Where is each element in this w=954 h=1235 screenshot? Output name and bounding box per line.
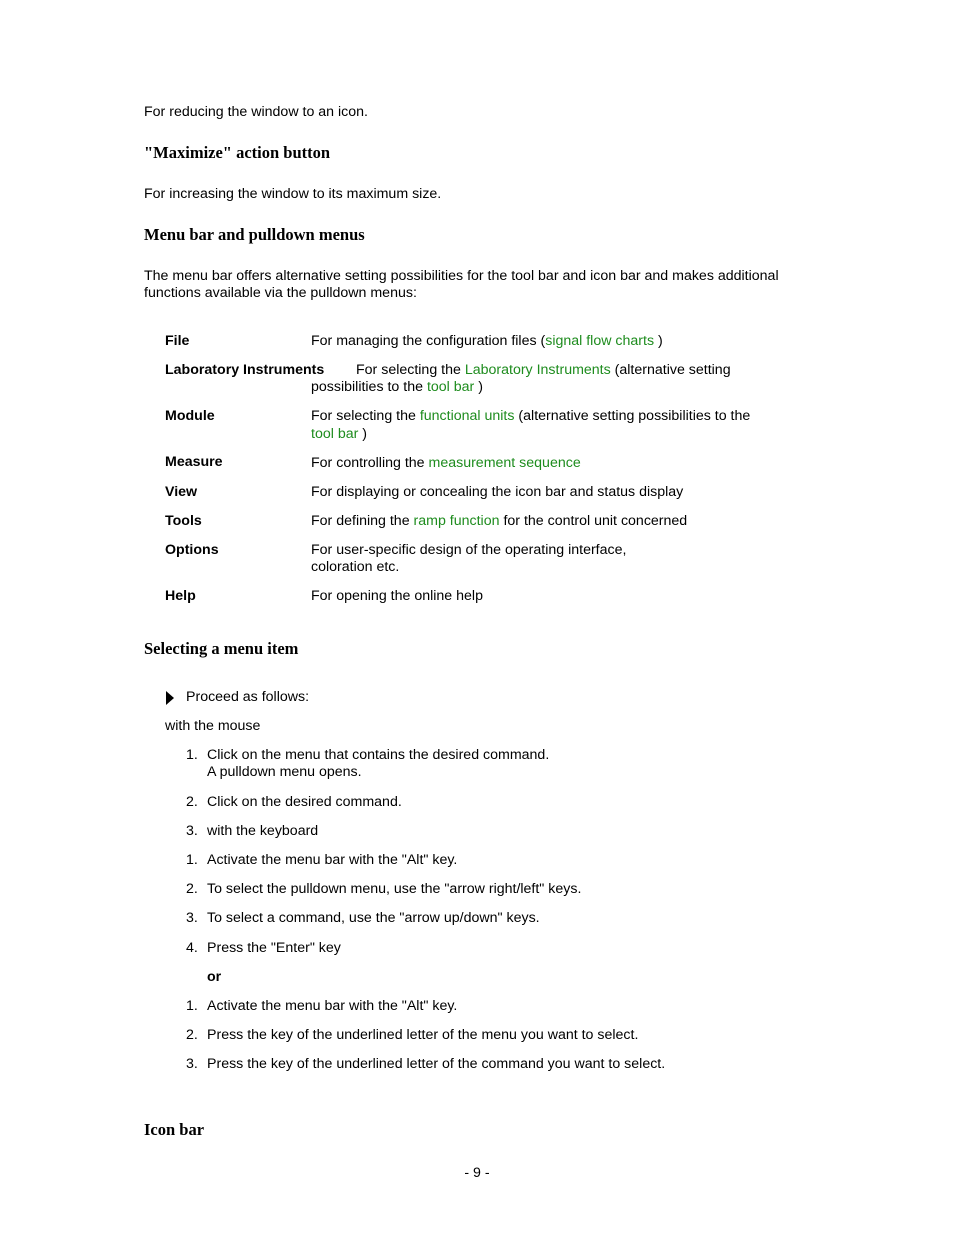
desc-text: For selecting the (311, 408, 420, 424)
desc-tools (311, 513, 687, 530)
link-functional-units[interactable]: functional units (419, 408, 515, 424)
desc-text: ) (358, 426, 367, 442)
term-measure: Measure (165, 454, 223, 470)
term-help: Help (165, 588, 196, 604)
desc-text: ) (654, 333, 663, 349)
page-number: - 9 - (464, 1165, 490, 1181)
menu-bar-paragraph-line-2: functions available via the pulldown menus: (144, 285, 417, 301)
desc-text: For defining the (311, 513, 414, 529)
desc-laboratory-instruments-line-2 (311, 379, 483, 396)
list-item: Click on the menu that contains the desired command. (207, 747, 550, 763)
list-number: 2. (186, 794, 198, 810)
term-file: File (165, 333, 190, 349)
term-module: Module (165, 408, 215, 424)
term-tools: Tools (165, 513, 202, 529)
list-number: 3. (186, 910, 198, 926)
triangle-right-icon (166, 691, 174, 705)
desc-text: for the control unit concerned (499, 513, 688, 529)
list-number: 1. (186, 852, 198, 868)
list-number: 3. (186, 1056, 198, 1072)
desc-text: For managing the configuration files ( (311, 333, 546, 349)
or-label: or (207, 969, 222, 985)
heading-icon-bar: Icon bar (144, 1120, 205, 1139)
desc-text: ) (474, 379, 483, 395)
link-measurement-sequence[interactable]: measurement sequence (428, 455, 581, 471)
list-item: Activate the menu bar with the "Alt" key. (207, 998, 458, 1014)
list-number: 2. (186, 1027, 198, 1043)
desc-laboratory-instruments-line-1 (356, 362, 731, 379)
list-number: 1. (186, 998, 198, 1014)
heading-maximize: "Maximize" action button (144, 143, 331, 162)
list-item: Press the "Enter" key (207, 940, 341, 956)
desc-text: (alternative setting possibilities to the (514, 408, 751, 424)
list-number: 1. (186, 747, 198, 763)
desc-help: For opening the online help (311, 588, 483, 604)
term-laboratory-instruments: Laboratory Instruments (165, 362, 325, 378)
desc-text: For controlling the (311, 455, 429, 471)
desc-view: For displaying or concealing the icon bar and status display (311, 484, 684, 500)
list-number: 4. (186, 940, 198, 956)
link-tool-bar[interactable]: tool bar (426, 379, 475, 395)
desc-text: (alternative setting (610, 362, 731, 378)
bullet-text: Proceed as follows: (186, 689, 310, 705)
link-laboratory-instruments[interactable]: Laboratory Instruments (464, 362, 611, 378)
desc-text: For selecting the (356, 362, 465, 378)
list-number: 2. (186, 881, 198, 897)
list-item: Activate the menu bar with the "Alt" key. (207, 852, 458, 868)
menu-bar-paragraph-line-1: The menu bar offers alternative setting possibilities for the tool bar and icon bar and makes additional (144, 268, 779, 284)
term-options: Options (165, 542, 219, 558)
list-item: Press the key of the underlined letter of the menu you want to select. (207, 1027, 639, 1043)
desc-options-line-1: For user-specific design of the operating interface, (311, 542, 627, 558)
term-view: View (165, 484, 198, 500)
desc-text: possibilities to the (311, 379, 427, 395)
list-item: To select a command, use the "arrow up/down" keys. (207, 910, 540, 926)
desc-module-line-2 (311, 426, 367, 443)
intro-text: For reducing the window to an icon. (144, 104, 368, 120)
maximize-text: For increasing the window to its maximum size. (144, 186, 442, 202)
desc-module-line-1 (311, 408, 750, 425)
list-item: Press the key of the underlined letter of the command you want to select. (207, 1056, 666, 1072)
desc-options-line-2: coloration etc. (311, 559, 400, 575)
list-item: To select the pulldown menu, use the "arrow right/left" keys. (207, 881, 582, 897)
mouse-label: with the mouse (165, 718, 261, 734)
list-item-continuation: A pulldown menu opens. (207, 764, 362, 780)
link-tool-bar[interactable]: tool bar (311, 426, 359, 442)
heading-menu-bar: Menu bar and pulldown menus (144, 225, 365, 244)
list-number: 3. (186, 823, 198, 839)
list-item: Click on the desired command. (207, 794, 402, 810)
desc-file (311, 333, 663, 350)
link-signal-flow-charts[interactable]: signal flow charts (545, 333, 655, 349)
link-ramp-function[interactable]: ramp function (413, 513, 500, 529)
list-item: with the keyboard (207, 823, 319, 839)
heading-selecting-menu-item: Selecting a menu item (144, 639, 299, 658)
desc-measure (311, 455, 581, 472)
